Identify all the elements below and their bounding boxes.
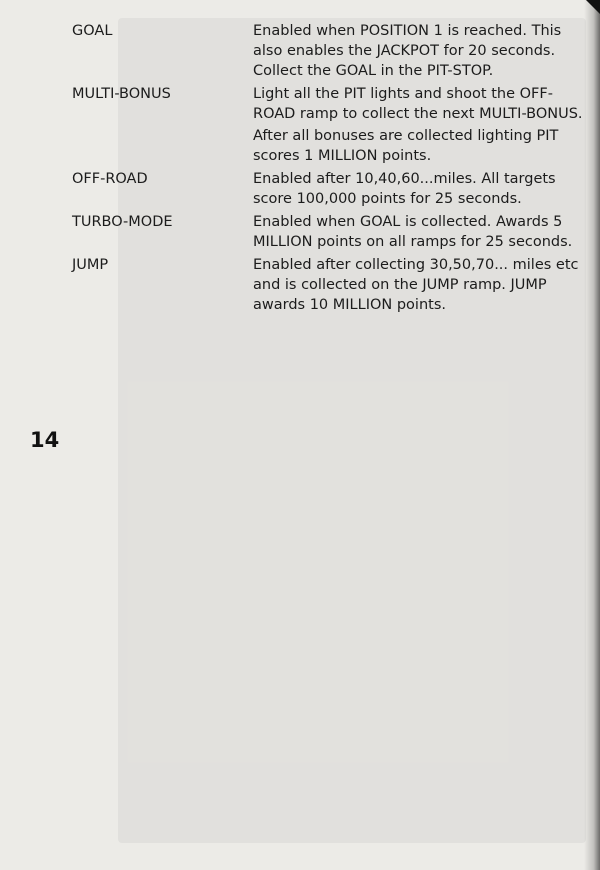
feature-description [253,212,583,252]
description-line: scores 1 MILLION points. [253,148,432,164]
description-line: Enabled when POSITION 1 is reached. This [253,23,562,39]
description-line: Light all the PIT lights and shoot the OFF- [253,86,553,102]
description-line: also enables the JACKPOT for 20 seconds. [253,43,556,59]
description-line: Enabled after 10,40,60...miles. All targets [253,171,556,187]
page-number: 14 [30,428,60,452]
description-line: ROAD ramp to collect the next MULTI-BONUS. [253,106,583,122]
feature-description [253,169,583,209]
feature-description [253,126,583,166]
description-line: Enabled after collecting 30,50,70... miles etc [253,257,579,273]
feature-description [253,255,583,315]
description-line: Collect the GOAL in the PIT-STOP. [253,63,494,79]
description-line: score 100,000 points for 25 seconds. [253,191,522,207]
feature-description [253,21,583,81]
feature-term: GOAL [72,23,113,39]
description-line: awards 10 MILLION points. [253,297,446,313]
feature-term: MULTI-BONUS [72,86,171,102]
feature-term: TURBO-MODE [72,214,173,230]
feature-term: JUMP [72,257,109,273]
feature-term: OFF-ROAD [72,171,148,187]
description-line: MILLION points on all ramps for 25 seconds. [253,234,573,250]
description-line: Enabled when GOAL is collected. Awards 5 [253,214,563,230]
page-corner [586,0,600,14]
page-binding-shadow [584,0,600,870]
description-line: After all bonuses are collected lighting PIT [253,128,559,144]
feature-description [253,84,583,124]
description-line: and is collected on the JUMP ramp. JUMP [253,277,547,293]
